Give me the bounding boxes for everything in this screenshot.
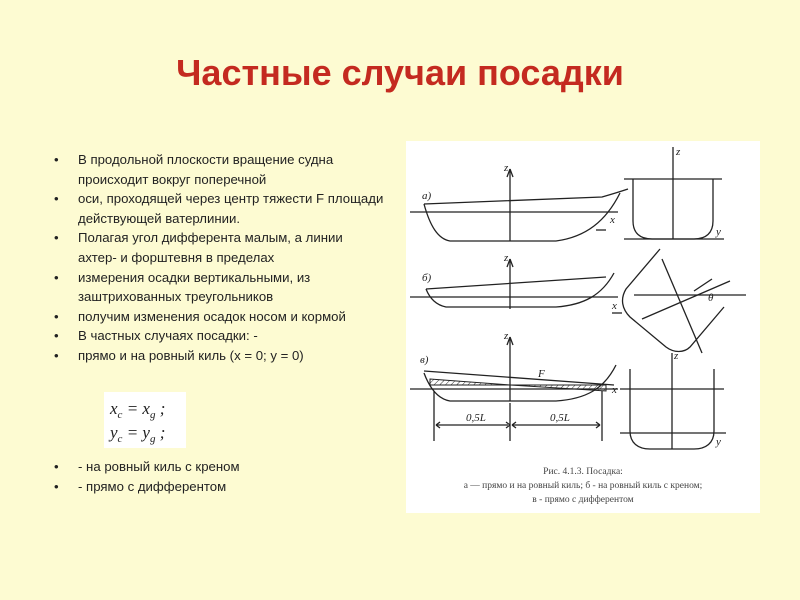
- bullet-dot: •: [54, 191, 59, 207]
- label-y: y: [716, 436, 721, 448]
- formula-image: [104, 392, 186, 448]
- label-F: F: [538, 368, 545, 380]
- label-dim1: 0,5L: [466, 412, 486, 424]
- svg-text:yc = yg ;: $y_c = y_g$ ;: [110, 423, 166, 445]
- hatched-triangle-fore: [510, 385, 606, 391]
- hatched-triangle-aft: [430, 379, 510, 385]
- diagram-b-cross-section: [623, 249, 746, 353]
- bullet-dot: •: [54, 478, 59, 494]
- bullet-list: [54, 150, 384, 366]
- label-y: y: [716, 226, 721, 238]
- bullet-list-after: [54, 457, 384, 496]
- label-z: z: [504, 162, 509, 174]
- label-theta: θ: [708, 292, 714, 304]
- svg-text:xc = xg ;: $x_c = x_g$ ;: [110, 399, 166, 421]
- formula-svg: [104, 392, 186, 448]
- label-z: z: [676, 146, 681, 158]
- slide-title: Частные случаи посадки: [176, 52, 624, 93]
- label-x: x: [612, 384, 617, 396]
- diagram-a-cross-section: [624, 147, 724, 239]
- figure-caption-line2: а — прямо и на ровный киль; б - на ровный киль с креном;: [463, 481, 703, 491]
- label-z: z: [504, 330, 509, 342]
- ship-trim-figure: [406, 141, 760, 513]
- bullet-item: • В частных случаях посадки: -: [54, 326, 384, 346]
- bullet-item: • - на ровный киль с креном: [54, 457, 384, 477]
- label-x: x: [610, 214, 615, 226]
- bullet-dot: •: [54, 269, 59, 285]
- ship-diagrams-svg: [406, 141, 760, 513]
- bullet-item: • прямо и на ровный киль (x = 0; y = 0): [54, 346, 384, 366]
- label-c: в): [420, 354, 429, 366]
- bullet-item: • оси, проходящей через центр тяжести F площади действующей ватерлинии.: [54, 191, 384, 226]
- bullet-item: • - прямо с дифферентом: [54, 477, 384, 497]
- figure-caption-line1: Рис. 4.1.3. Посадка:: [543, 467, 623, 477]
- bullet-dot: •: [54, 347, 59, 363]
- bullet-dot: •: [54, 328, 59, 344]
- label-z: z: [504, 252, 509, 264]
- figure-caption-line3: в - прямо с дифферентом: [532, 495, 634, 505]
- diagram-c-cross-section: [620, 353, 726, 449]
- bullet-item: • Полагая угол дифферента малым, а линии ахтер- и форштевня в пределах: [54, 230, 343, 265]
- label-x: x: [612, 300, 617, 312]
- bullet-dot: •: [54, 308, 59, 324]
- bullet-dot: •: [54, 152, 59, 167]
- label-z: z: [674, 350, 679, 362]
- bullet-dot: •: [54, 230, 59, 246]
- label-dim2: 0,5L: [550, 412, 570, 424]
- bullet-item: • получим изменения осадок носом и кормой: [54, 307, 384, 327]
- diagram-a-side-view: [410, 169, 628, 241]
- label-b: б): [422, 272, 432, 284]
- bullet-item: • В продольной плоскости вращение судна происходит вокруг поперечной: [54, 152, 334, 187]
- bullet-dot: •: [54, 459, 59, 474]
- diagram-b-side-view: [410, 259, 622, 313]
- label-a: а): [422, 190, 432, 202]
- bullet-item: • измерения осадки вертикальными, из заштрихованных треугольников: [54, 269, 311, 305]
